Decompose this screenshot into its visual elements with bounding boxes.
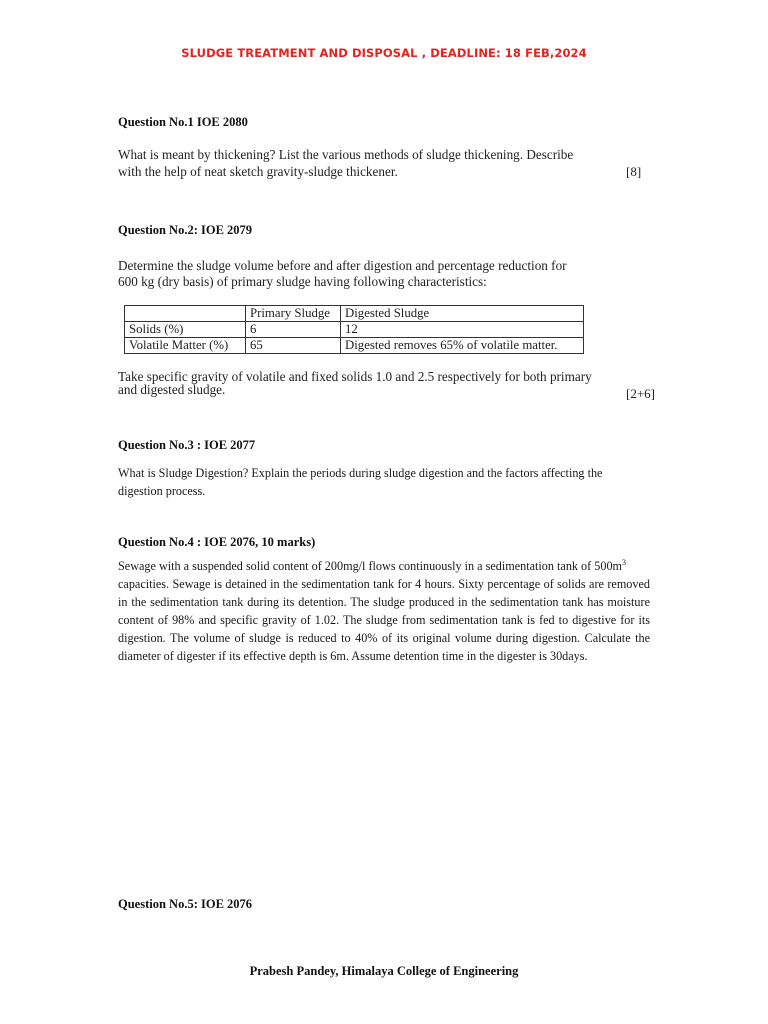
question-2-heading: Question No.2: IOE 2079 [118, 223, 253, 237]
table-cell: 12 [341, 322, 584, 338]
question-4-line-1 [118, 557, 650, 575]
question-3-heading: Question No.3 : IOE 2077 [118, 438, 256, 452]
table-header-cell: Primary Sludge [246, 306, 341, 322]
question-4-body: capacities. Sewage is detained in the sedimentation tank for 4 hours. Sixty percentage of solids are removed in the sedimentation tank during its detention. The sludge produced in the sedimentation tank has moisture content of 98% and specific gravity of 1.02. The sludge from sedimentation tank is fed to digestive for its digestion. The volume of sludge is reduced to 40% of its original volume during digestion. Calculate the diameter of digester if its effective depth is 6m. Assume detention time in the digester is 30days. [118, 577, 650, 663]
table-row [125, 338, 584, 354]
question-4-heading: Question No.4 : IOE 2076, 10 marks) [118, 535, 316, 549]
question-2-line-4: and digested sludge. [118, 382, 226, 397]
page-header-title: SLUDGE TREATMENT AND DISPOSAL , DEADLINE: 18 FEB,2024 [181, 46, 587, 60]
question-2-line-2: 600 kg (dry basis) of primary sludge having following characteristics: [118, 274, 487, 289]
sludge-characteristics-table [124, 305, 584, 354]
question-2-line-1: Determine the sludge volume before and after digestion and percentage reduction for [118, 258, 567, 273]
question-1-line-2: with the help of neat sketch gravity-sludge thickener. [118, 164, 398, 179]
question-3-body: What is Sludge Digestion? Explain the periods during sludge digestion and the factors affecting the digestion process. [118, 466, 603, 498]
question-1-line-1: What is meant by thickening? List the various methods of sludge thickening. Describe [118, 147, 574, 162]
table-cell: 6 [246, 322, 341, 338]
table-header-cell: Digested Sludge [341, 306, 584, 322]
table-cell: 65 [246, 338, 341, 354]
page-footer: Prabesh Pandey, Himalaya College of Engineering [249, 964, 519, 978]
table-cell: Solids (%) [125, 322, 246, 338]
question-1-heading: Question No.1 IOE 2080 [118, 115, 248, 129]
question-1-marks: [8] [626, 164, 642, 179]
table-cell: Volatile Matter (%) [125, 338, 246, 354]
question-4-line-1-text: Sewage with a suspended solid content of 200mg/l flows continuously in a sedimentation tank of 500m [118, 559, 623, 573]
question-2-marks: [2+6] [626, 386, 655, 401]
question-5-heading: Question No.5: IOE 2076 [118, 897, 253, 911]
question-2-line-3: Take specific gravity of volatile and fixed solids 1.0 and 2.5 respectively for both primary [118, 369, 592, 384]
table-cell: Digested removes 65% of volatile matter. [341, 338, 584, 354]
table-header-row [125, 306, 584, 322]
table-header-cell [125, 306, 246, 322]
cubic-superscript: 3 [622, 557, 627, 567]
table-row [125, 322, 584, 338]
